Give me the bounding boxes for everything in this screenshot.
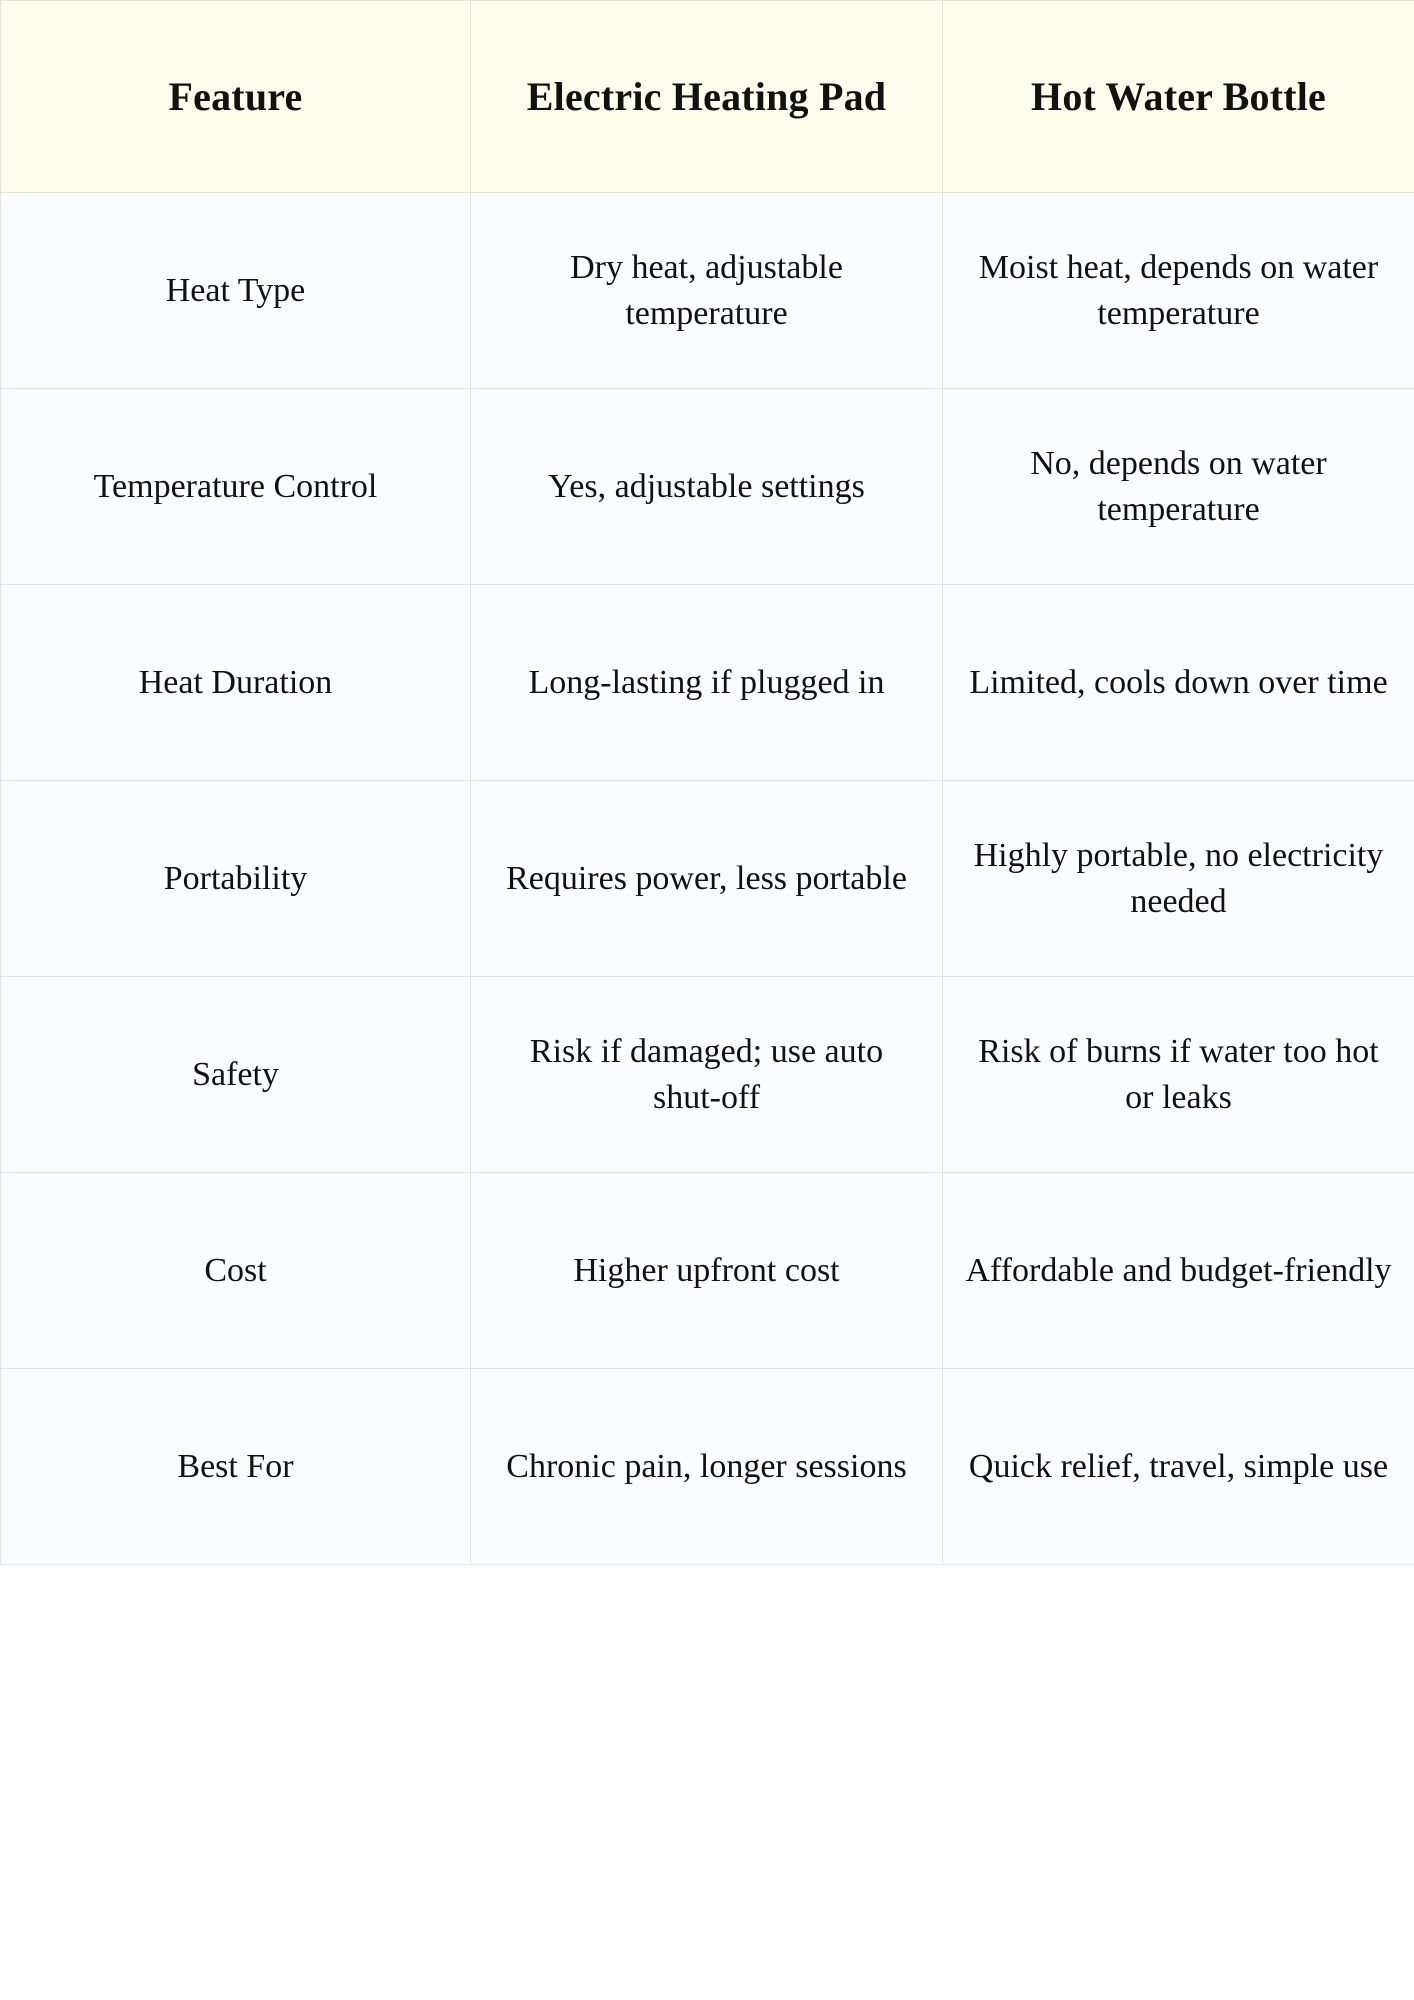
cell-feature: Best For	[1, 1369, 471, 1565]
table-row	[1, 977, 1414, 1173]
cell-feature: Cost	[1, 1173, 471, 1369]
cell-hot-water-bottle: Risk of burns if water too hot or leaks	[943, 977, 1414, 1173]
cell-electric-heating-pad: Higher upfront cost	[471, 1173, 943, 1369]
table-row	[1, 781, 1414, 977]
table-row	[1, 389, 1414, 585]
cell-hot-water-bottle: Affordable and budget-friendly	[943, 1173, 1414, 1369]
column-header-hot-water-bottle: Hot Water Bottle	[943, 1, 1414, 193]
table-row	[1, 1369, 1414, 1565]
cell-hot-water-bottle: Limited, cools down over time	[943, 585, 1414, 781]
cell-feature: Temperature Control	[1, 389, 471, 585]
cell-hot-water-bottle: Quick relief, travel, simple use	[943, 1369, 1414, 1565]
cell-feature: Heat Type	[1, 193, 471, 389]
cell-electric-heating-pad: Dry heat, adjustable temperature	[471, 193, 943, 389]
table-row	[1, 193, 1414, 389]
cell-hot-water-bottle: Highly portable, no electricity needed	[943, 781, 1414, 977]
column-header-feature: Feature	[1, 1, 471, 193]
cell-feature: Safety	[1, 977, 471, 1173]
table-row	[1, 1173, 1414, 1369]
cell-feature: Heat Duration	[1, 585, 471, 781]
cell-electric-heating-pad: Yes, adjustable settings	[471, 389, 943, 585]
cell-electric-heating-pad: Requires power, less portable	[471, 781, 943, 977]
cell-electric-heating-pad: Long-lasting if plugged in	[471, 585, 943, 781]
table-body	[1, 193, 1414, 1565]
table-header	[1, 1, 1414, 193]
cell-electric-heating-pad: Risk if damaged; use auto shut-off	[471, 977, 943, 1173]
cell-hot-water-bottle: Moist heat, depends on water temperature	[943, 193, 1414, 389]
column-header-electric-heating-pad: Electric Heating Pad	[471, 1, 943, 193]
cell-hot-water-bottle: No, depends on water temperature	[943, 389, 1414, 585]
cell-electric-heating-pad: Chronic pain, longer sessions	[471, 1369, 943, 1565]
table-row	[1, 585, 1414, 781]
header-row	[1, 1, 1414, 193]
cell-feature: Portability	[1, 781, 471, 977]
